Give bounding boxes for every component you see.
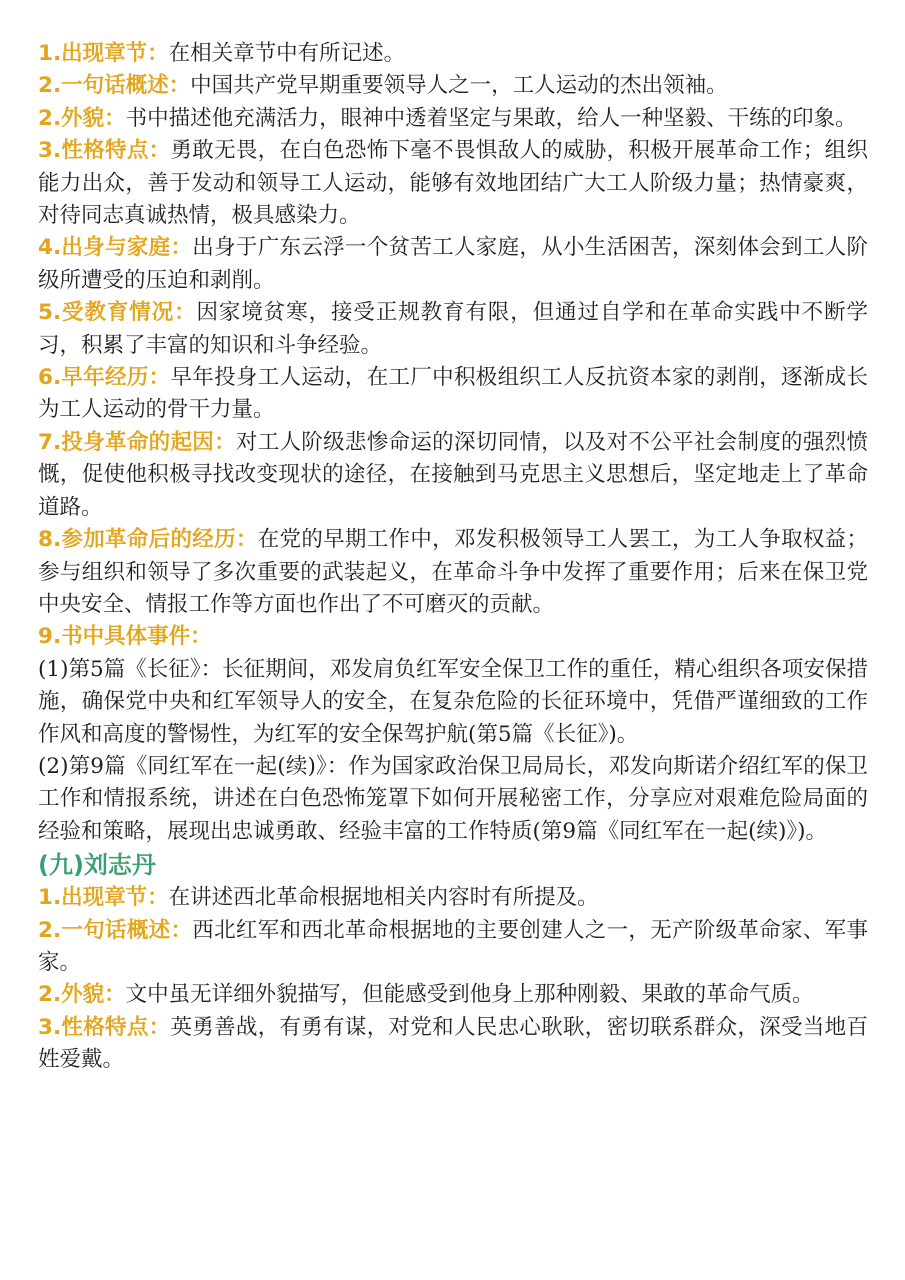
entry-text: 对工人阶级悲惨命运的深切同情，以及对不公平社会制度的强烈愤慨，促使他积极寻找改变现状的途径，在接触到马克思主义思想后，坚定地走上了革命道路。	[38, 429, 868, 520]
entry-label: 2.一句话概述：	[38, 73, 191, 99]
entry-text: 英勇善战，有勇有谋，对党和人民忠心耿耿，密切联系群众，深受当地百姓爱戴。	[38, 1014, 868, 1073]
entry-text: 出身于广东云浮一个贫苦工人家庭，从小生活困苦，深刻体会到工人阶级所遭受的压迫和剥削。	[38, 235, 868, 293]
entry-revolution-experience	[38, 524, 868, 621]
entry-label: 2.外貌：	[38, 105, 126, 131]
entry-label: 2.外貌：	[38, 982, 126, 1008]
entry-text: 在党的早期工作中，邓发积极领导工人罢工，为工人争取权益；参与组织和领导了多次重要的武装起义，在革命斗争中发挥了重要作用；后来在保卫党中央安全、情报工作等方面也作出了不可磨灭的贡献。	[38, 527, 868, 617]
entry-personality	[38, 135, 868, 232]
entry-text: 书中描述他充满活力，眼神中透着坚定与果敢，给人一种坚毅、干练的印象。	[125, 105, 857, 131]
document-page	[38, 38, 868, 1077]
entry-appearance-chapter	[38, 38, 868, 70]
entry-text: 中国共产党早期重要领导人之一，工人运动的杰出领袖。	[190, 73, 728, 99]
entry-appearance	[38, 103, 868, 135]
entry-label: 8.参加革命后的经历：	[38, 527, 258, 553]
entry-label: 7.投身革命的起因：	[38, 429, 236, 455]
entry-family-background	[38, 232, 868, 297]
entry-text: 在讲述西北革命根据地相关内容时有所提及。	[168, 885, 599, 911]
entry-label: 6.早年经历：	[38, 365, 171, 391]
entry-text: 勇敢无畏，在白色恐怖下毫不畏惧敌人的威胁，积极开展革命工作；组织能力出众，善于发动和领导工人运动，能够有效地团结广大工人阶级力量；热情豪爽，对待同志真诚热情，极具感染力。	[38, 138, 868, 229]
entry-text: 因家境贫寒，接受正规教育有限，但通过自学和在革命实践中不断学习，积累了丰富的知识和斗争经验。	[38, 300, 868, 358]
entry-revolution-motive	[38, 427, 868, 524]
entry-text: 文中虽无详细外貌描写，但能感受到他身上那种刚毅、果敢的革命气质。	[125, 982, 814, 1008]
section-heading: (九)刘志丹	[38, 851, 156, 880]
entry-appearance	[38, 979, 868, 1011]
entry-label: 1.出现章节：	[38, 885, 169, 911]
entry-label: 5.受教育情况：	[38, 300, 197, 326]
entry-summary	[38, 915, 868, 980]
entry-label: 3.性格特点：	[38, 1014, 171, 1040]
entry-book-events	[38, 621, 868, 653]
book-event-item: (2)第9篇《同红军在一起(续)》：作为国家政治保卫局局长，邓发向斯诺介绍红军的保卫工作和情报系统，讲述在白色恐怖笼罩下如何开展秘密工作，分享应对艰难危险局面的经验和策略，展现出忠诚勇敢、经验丰富的工作特质(第9篇《同红军在一起(续)》)。	[38, 753, 868, 844]
entry-label: 9.书中具体事件：	[38, 624, 212, 650]
entry-text: 在相关章节中有所记述。	[168, 41, 406, 66]
entry-summary	[38, 70, 868, 102]
entry-personality	[38, 1012, 868, 1077]
entry-early-life	[38, 362, 868, 427]
entry-education	[38, 297, 868, 362]
entry-label: 1.出现章节：	[38, 41, 169, 66]
entry-text: 西北红军和西北革命根据地的主要创建人之一，无产阶级革命家、军事家。	[38, 917, 868, 975]
entry-label: 4.出身与家庭：	[38, 235, 193, 261]
entry-label: 3.性格特点：	[38, 138, 171, 164]
book-event-item: (1)第5篇《长征》：长征期间，邓发肩负红军安全保卫工作的重任，精心组织各项安保措施，确保党中央和红军领导人的安全，在复杂危险的长征环境中，凭借严谨细致的工作作风和高度的警惕性，为红军的安全保驾护航(第5篇《长征》)。	[38, 656, 868, 747]
entry-text: 早年投身工人运动，在工厂中积极组织工人反抗资本家的剥削，逐渐成长为工人运动的骨干力量。	[38, 365, 868, 423]
entry-appearance-chapter	[38, 882, 868, 914]
entry-label: 2.一句话概述：	[38, 917, 193, 943]
